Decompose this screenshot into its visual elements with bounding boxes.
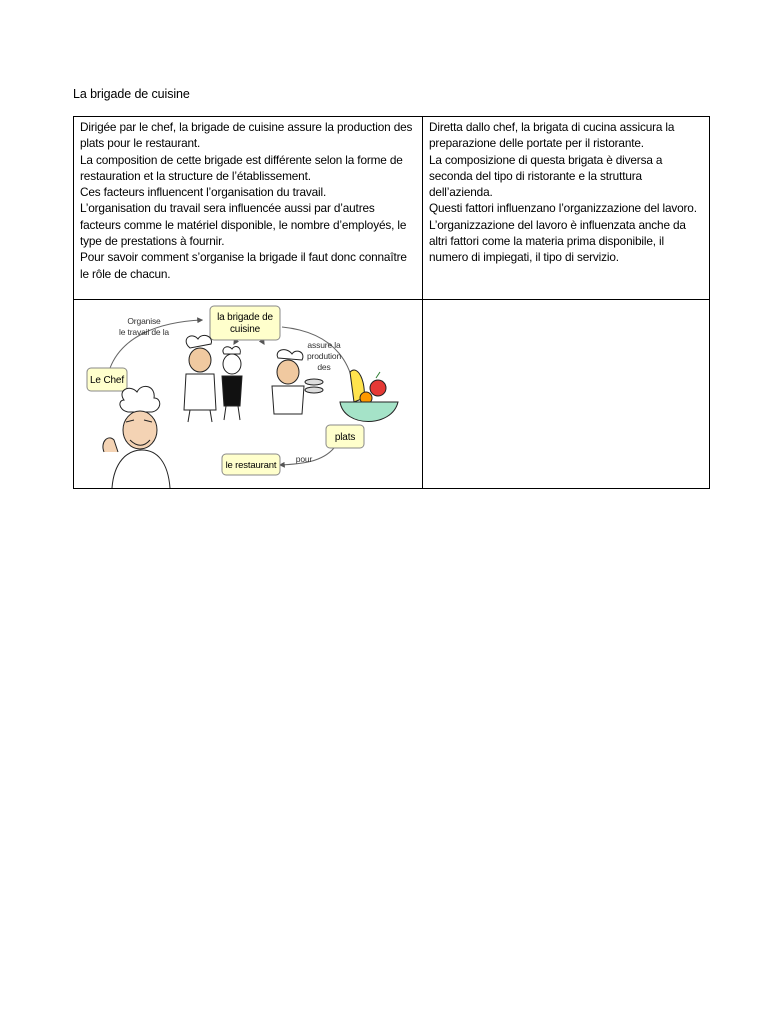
restaurant-box [222, 454, 280, 475]
italian-paragraph-1: Diretta dallo chef, la brigata di cucina assicura la preparazione delle portate per il ristorante. [429, 120, 675, 151]
french-paragraph-3: Ces facteurs influencent l’organisation du travail. [80, 185, 327, 200]
brigade-label-line2: cuisine [229, 324, 261, 335]
table-row [74, 300, 710, 489]
le-chef-label: Le Chef [90, 375, 124, 386]
assure-label-line3: des [317, 362, 331, 372]
pour-label: pour [295, 454, 313, 464]
diagram-cell [74, 300, 423, 489]
brigade-label-line1: la brigade de [217, 312, 273, 323]
french-text-cell [74, 117, 423, 300]
plats-box [326, 425, 364, 448]
italian-text-cell [423, 117, 710, 300]
empty-cell [423, 300, 710, 489]
french-paragraph-5: Pour savoir comment s’organise la brigade il faut donc connaître le rôle de chacun. [80, 250, 407, 281]
assure-label-line1: assure la [307, 340, 341, 350]
organise-label-line1: Organise [127, 316, 161, 326]
french-paragraph-4: L’organisation du travail sera influencée aussi par d’autres facteurs comme le matériel disponible, le nombre d’employés, le type de prestations à fournir. [80, 201, 407, 249]
le-chef-box [87, 368, 127, 391]
italian-paragraph-3: Questi fattori influenzano l’organizzazione del lavoro. [429, 201, 697, 216]
french-paragraph-2: La composition de cette brigade est différente selon la forme de restauration et la structure de l’établissement. [80, 152, 403, 183]
italian-paragraph-4: L’organizzazione del lavoro è influenzata anche da altri fattori come la materia prima disponibile, il numero di impiegati, il tipo di servizio. [429, 217, 686, 265]
organise-label-line2: le travail de la [118, 327, 170, 337]
plats-label: plats [334, 432, 356, 443]
chef-illustration [103, 386, 170, 488]
table-row [74, 117, 710, 300]
brigade-diagram [82, 302, 408, 488]
cooks-illustration [184, 335, 323, 422]
restaurant-label: le restaurant [225, 460, 277, 471]
fruit-bowl-illustration [340, 370, 398, 421]
assure-label-line2: prodution [306, 351, 342, 361]
brigade-box [210, 306, 280, 340]
italian-paragraph-2: La composizione di questa brigata è diversa a seconda del tipo di ristorante e la struttura dell’azienda. [429, 152, 663, 200]
document-title: La brigade de cuisine [73, 87, 190, 101]
french-paragraph-1: Dirigée par le chef, la brigade de cuisine assure la production des plats pour le restaurant. [80, 120, 413, 151]
bilingual-table [73, 116, 710, 489]
